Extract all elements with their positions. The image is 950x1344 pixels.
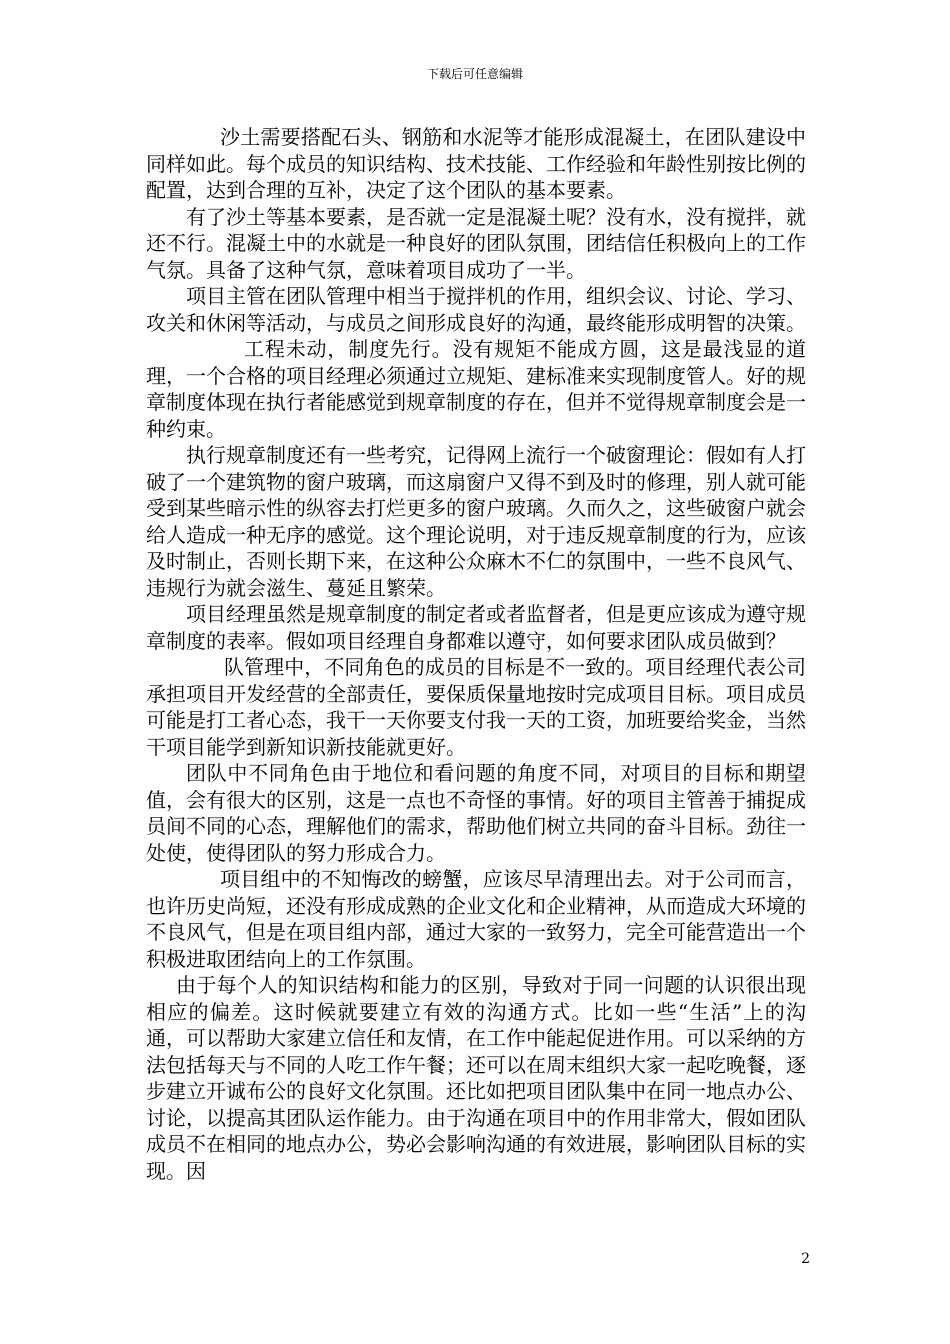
paragraph-8: 团队中不同角色由于地位和看问题的角度不同，对项目的目标和期望值，会有很大的区别，这是一点也不奇怪的事情。好的项目主管善于捕捉成员间不同的心态，理解他们的需求，帮助他们树立共同的奋斗目标。劲往一处使，使得团队的努力形成合力。 xyxy=(146,761,806,865)
paragraph-6: 项目经理虽然是规章制度的制定者或者监督者，但是更应该成为遵守规章制度的表率。假如项目经理自身都难以遵守，如何要求团队成员做到？ xyxy=(146,602,806,653)
paragraph-7: 队管理中，不同角色的成员的目标是不一致的。项目经理代表公司承担项目开发经营的全部责任，要保质保量地按时完成项目目标。项目成员可能是打工者心态，我干一天你要支付我一天的工资，加班要给奖金，当然干项目能学到新知识新技能就更好。 xyxy=(146,655,806,759)
document-body xyxy=(146,124,806,1184)
paragraph-9: 项目组中的不知悔改的螃蟹，应该尽早清理出去。对于公司而言，也许历史尚短，还没有形成成熟的企业文化和企业精神，从而造成大环境的不良风气，但是在项目组内部，通过大家的一致努力，完全可能营造出一个积极进取团结向上的工作氛围。 xyxy=(146,867,806,971)
paragraph-3: 项目主管在团队管理中相当于搅拌机的作用，组织会议、讨论、学习、攻关和休闲等活动，与成员之间形成良好的沟通，最终能形成明智的决策。 xyxy=(146,284,806,335)
paragraph-1: 沙土需要搭配石头、钢筋和水泥等才能形成混凝土，在团队建设中同样如此。每个成员的知识结构、技术技能、工作经验和年龄性别按比例的配置，达到合理的互补，决定了这个团队的基本要素。 xyxy=(146,125,806,202)
paragraph-10: 由于每个人的知识结构和能力的区别，导致对于同一问题的认识很出现相应的偏差。这时候就要建立有效的沟通方式。比如一些“生活”上的沟通，可以帮助大家建立信任和友情，在工作中能起促进作用。可以采纳的方法包括每天与不同的人吃工作午餐；还可以在周末组织大家一起吃晚餐，逐步建立开诚布公的良好文化氛围。还比如把项目团队集中在同一地点办公、讨论，以提高其团队运作能力。由于沟通在项目中的作用非常大，假如团队成员不在相同的地点办公，势必会影响沟通的有效进展，影响团队目标的实现。因 xyxy=(146,973,806,1183)
paragraph-4: 工程未动，制度先行。没有规矩不能成方圆，这是最浅显的道理，一个合格的项目经理必须通过立规矩、建标准来实现制度管人。好的规章制度体现在执行者能感觉到规章制度的存在，但并不觉得规章制度会是一种约束。 xyxy=(146,337,806,441)
paragraph-2: 有了沙土等基本要素，是否就一定是混凝土呢？没有水，没有搅拌，就还不行。混凝土中的水就是一种良好的团队氛围，团结信任积极向上的工作气氛。具备了这种气氛，意味着项目成功了一半。 xyxy=(146,204,806,282)
download-note: 下载后可任意编辑 xyxy=(426,67,523,81)
page-number: 2 xyxy=(801,1251,810,1267)
paragraph-5: 执行规章制度还有一些考究，记得网上流行一个破窗理论：假如有人打破了一个建筑物的窗户玻璃，而这扇窗户又得不到及时的修理，别人就可能受到某些暗示性的纵容去打烂更多的窗户玻璃。久而久之，这些破窗户就会给人造成一种无序的感觉。这个理论说明，对于违反规章制度的行为，应该及时制止，否则长期下来，在这种公众麻木不仁的氛围中，一些不良风气、违规行为就会滋生、蔓延且繁荣。 xyxy=(146,443,806,600)
